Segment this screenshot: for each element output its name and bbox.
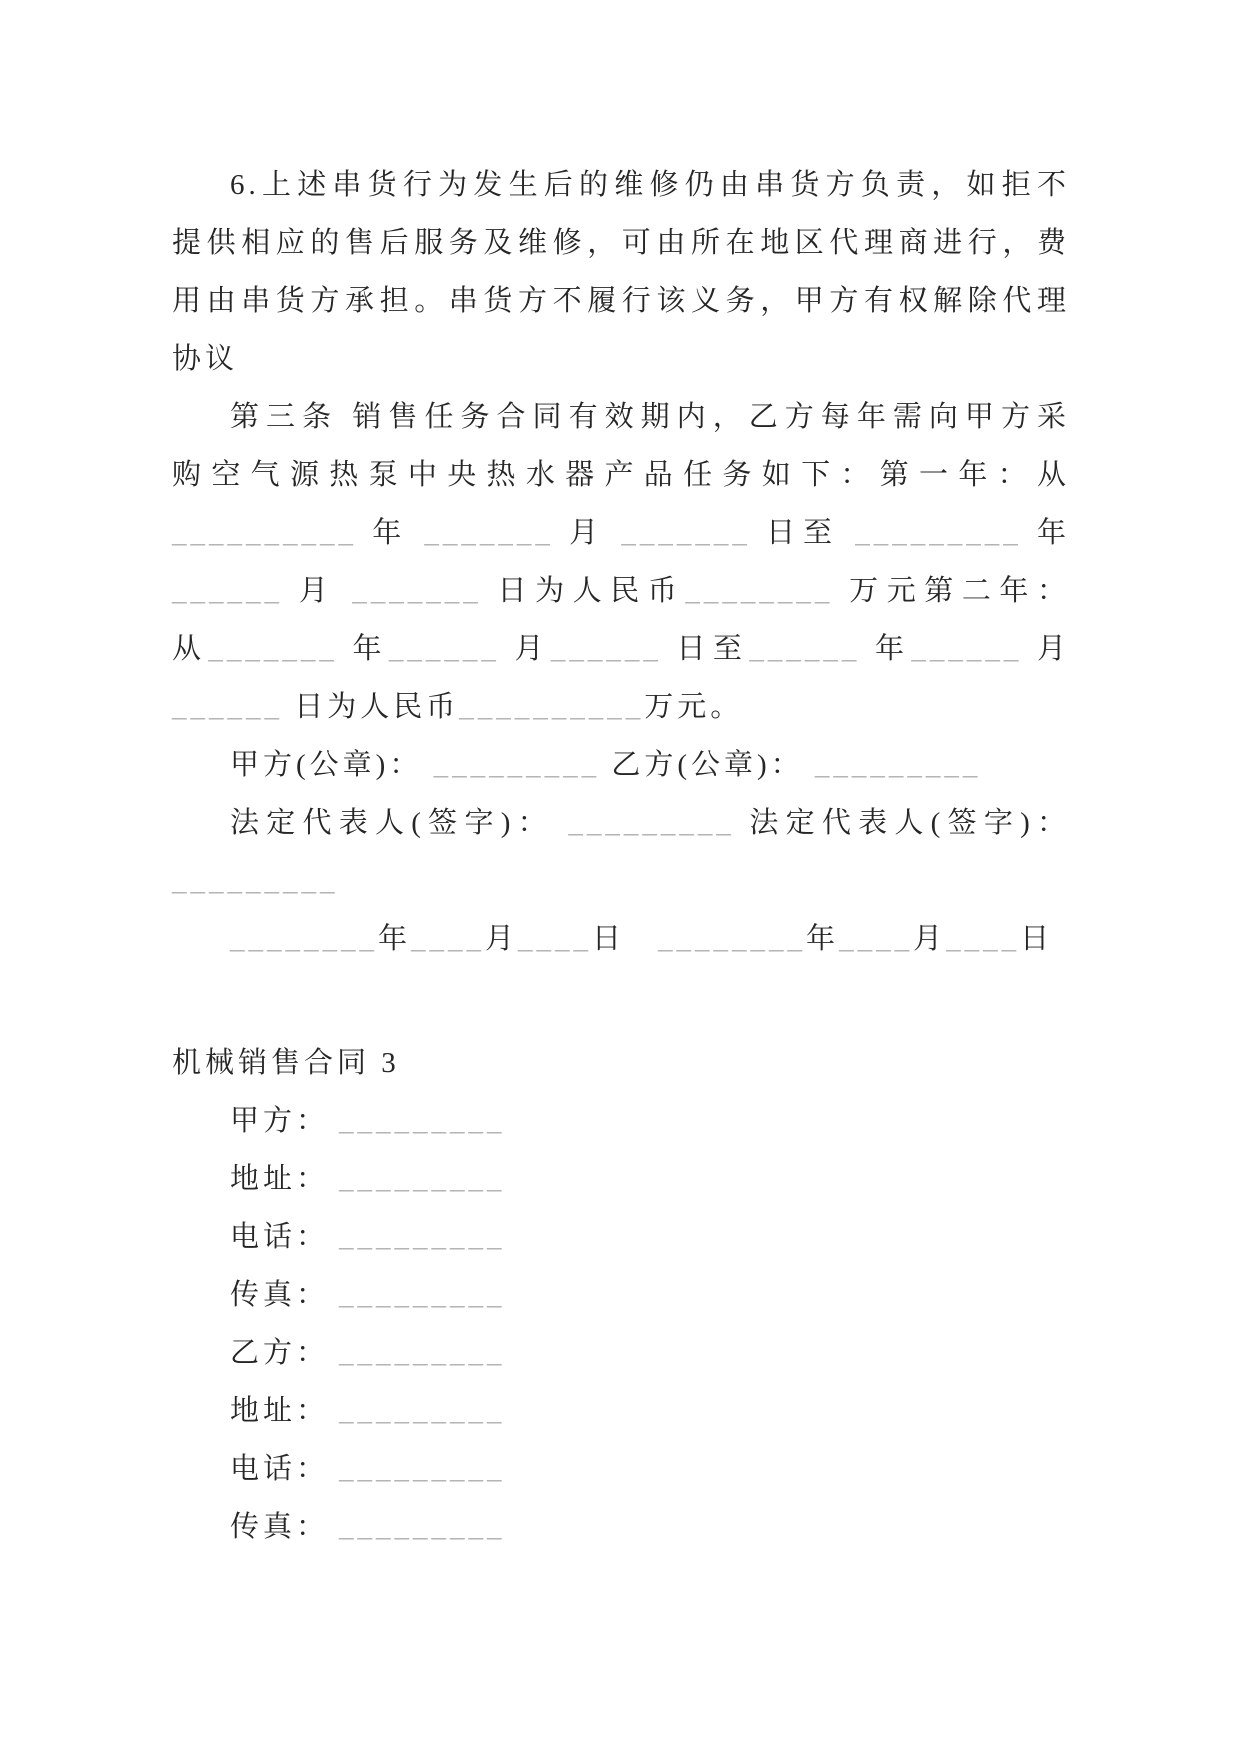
clause-6-line-3: 用由串货方承担。串货方不履行该义务，甲方有权解除代理 (172, 285, 1070, 317)
article-3-blank-line-1: __________ 年 _______ 月 _______ 日至 _________ 年 (172, 517, 1070, 549)
form-item-label: 甲方： (230, 1105, 330, 1137)
article-3-blank-line-2: ______ 月 _______ 日为人民币________ 万元第二年： (172, 575, 1070, 607)
form-item-phone-a (172, 1208, 1070, 1266)
form-item-blank: _________ (339, 1279, 506, 1311)
form-item-blank: _________ (339, 1511, 506, 1543)
form-item-label: 传真： (230, 1511, 330, 1543)
form-item-blank: _________ (339, 1395, 506, 1427)
article-3-blank-line-4: ______ 日为人民币__________万元。 (172, 691, 744, 723)
clause-6-line-4: 协议 (172, 343, 239, 375)
date-line: ________年____月____日 ________年____月____日 (230, 923, 1054, 955)
form-item-blank: _________ (339, 1163, 506, 1195)
form-item-phone-b (172, 1440, 1070, 1498)
form-item-fax-b (172, 1498, 1070, 1556)
legal-representative-blank-line: _________ (172, 865, 339, 897)
form-item-party-b (172, 1324, 1070, 1382)
section-heading: 机械销售合同 3 (172, 1047, 400, 1079)
form-item-blank: _________ (339, 1221, 506, 1253)
form-item-label: 传真： (230, 1279, 330, 1311)
form-item-label: 乙方： (230, 1337, 330, 1369)
article-3-blank-line-3: 从_______ 年______ 月______ 日至______ 年______ 月 (172, 633, 1070, 665)
form-item-blank: _________ (339, 1105, 506, 1137)
article-3-line-1: 第三条 销售任务合同有效期内，乙方每年需向甲方采 (230, 401, 1070, 433)
form-item-label: 电话： (230, 1221, 330, 1253)
legal-representative-line: 法定代表人(签字)： _________ 法定代表人(签字)： (230, 807, 1070, 839)
form-item-label: 地址： (230, 1395, 330, 1427)
form-item-blank: _________ (339, 1337, 506, 1369)
form-item-label: 电话： (230, 1453, 330, 1485)
form-item-party-a (172, 1092, 1070, 1150)
form-item-fax-a (172, 1266, 1070, 1324)
form-item-blank: _________ (339, 1453, 506, 1485)
clause-6-line-2: 提供相应的售后服务及维修，可由所在地区代理商进行，费 (172, 227, 1070, 259)
seal-line: 甲方(公章)： _________ 乙方(公章)： _________ (230, 749, 982, 781)
form-item-address-b (172, 1382, 1070, 1440)
form-item-label: 地址： (230, 1163, 330, 1195)
clause-6-line-1: 6.上述串货行为发生后的维修仍由串货方负责，如拒不 (230, 169, 1070, 201)
article-3-line-2: 购空气源热泵中央热水器产品任务如下：第一年：从 (172, 459, 1070, 491)
form-item-address-a (172, 1150, 1070, 1208)
